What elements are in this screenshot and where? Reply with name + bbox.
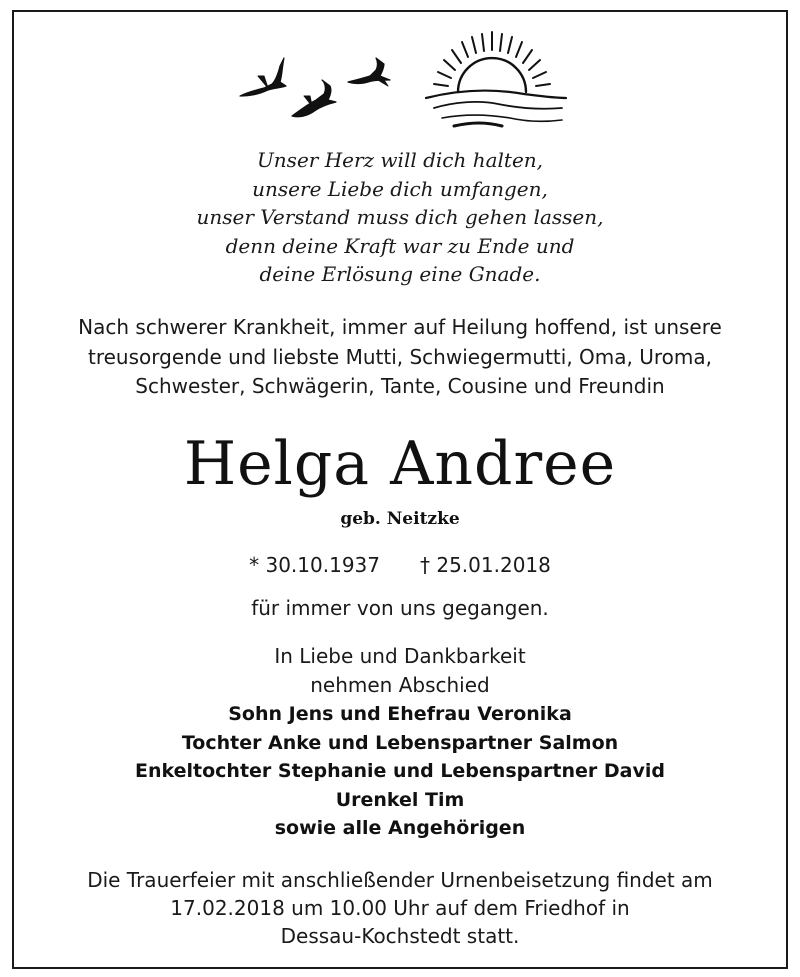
birth-date: * 30.10.1937 — [249, 553, 380, 577]
poem-line: unser Verstand muss dich gehen lassen, — [196, 205, 604, 229]
farewell-text — [0, 642, 800, 700]
passing-text: für immer von uns gegangen. — [251, 596, 549, 620]
deceased-name: Helga Andree — [183, 429, 617, 499]
mourner: Tochter Anke und Lebenspartner Salmon — [181, 731, 619, 754]
intro-line: Nach schwerer Krankheit, immer auf Heilung hoffend, ist unsere — [78, 315, 722, 339]
rising-sun-over-dunes-icon — [426, 32, 566, 126]
funeral-line: Die Trauerfeier mit anschließender Urnenbeisetzung findet am — [87, 868, 713, 892]
header-artwork — [228, 18, 568, 138]
farewell-line: nehmen Abschied — [310, 673, 490, 697]
poem — [0, 146, 800, 289]
poem-line: unsere Liebe dich umfangen, — [252, 176, 548, 201]
farewell-line: In Liebe und Dankbarkeit — [274, 644, 526, 668]
mourner: Sohn Jens und Ehefrau Veronika — [228, 703, 572, 725]
funeral-line: 17.02.2018 um 10.00 Uhr auf dem Friedhof in — [170, 896, 630, 920]
death-date: † 25.01.2018 — [420, 553, 551, 577]
flying-birds-icon — [240, 58, 390, 117]
mourner: Enkeltochter Stephanie und Lebenspartner David — [135, 760, 665, 782]
intro-line: Schwester, Schwägerin, Tante, Cousine und Freundin — [135, 374, 665, 398]
poem-line: Unser Herz will dich halten, — [256, 148, 544, 172]
funeral-details — [0, 866, 800, 950]
mourners-list — [0, 700, 800, 843]
mourner: Urenkel Tim — [335, 788, 465, 811]
funeral-line: Dessau-Kochstedt statt. — [280, 924, 520, 948]
mourner: sowie alle Angehörigen — [274, 817, 526, 839]
maiden-name: geb. Neitzke — [340, 509, 460, 529]
poem-line: denn deine Kraft war zu Ende und — [225, 233, 575, 258]
intro-line: treusorgende und liebste Mutti, Schwiegermutti, Oma, Uroma, — [87, 344, 712, 369]
announcement-intro — [0, 313, 800, 402]
life-dates — [0, 551, 800, 579]
poem-line: deine Erlösung eine Gnade. — [259, 262, 541, 286]
